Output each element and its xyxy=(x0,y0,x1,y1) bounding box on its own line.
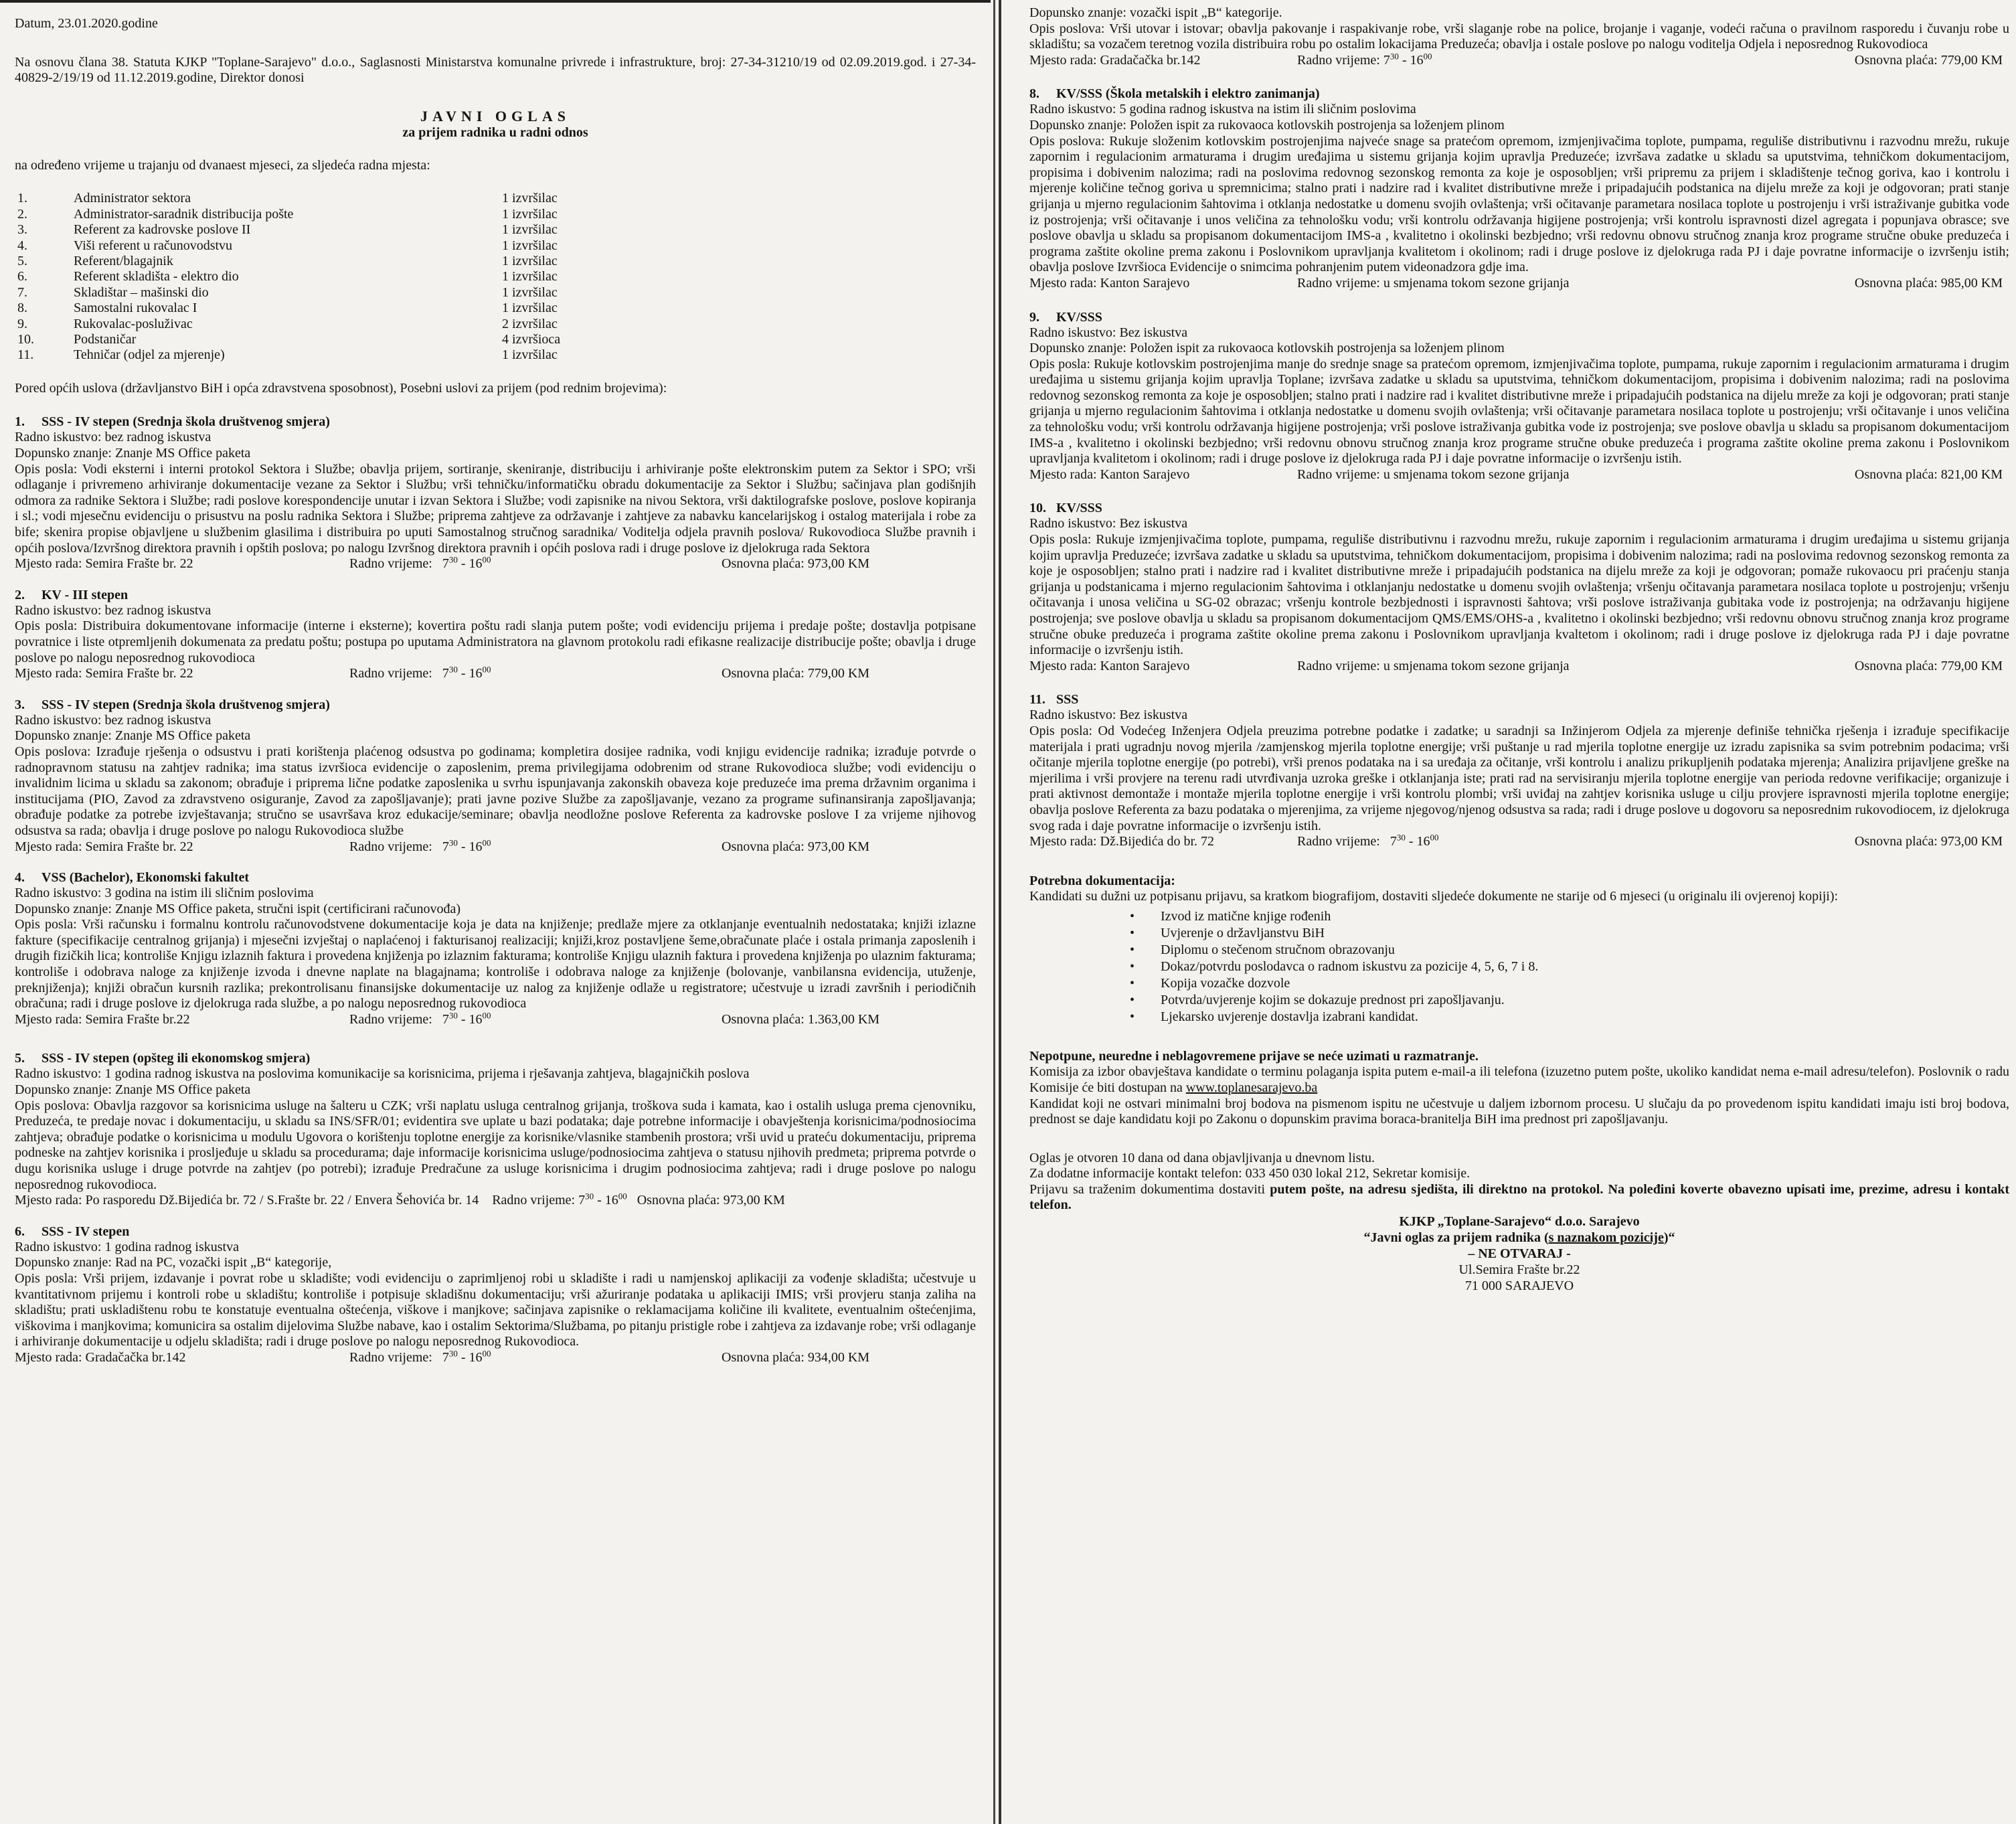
section-description: Opis posla: Rukuje izmjenjivačima toplote, pumpama, reguliše distributivnu i razvodnu mrežu, rukuje zapornim i regulacionim armaturama i drugim uređajima u sistemu grijanja kojim upravlja Preduzeće; izvršava zadatke u skladu sa uputstvima, tehničkom dokumentacijom, propisima i dobivenim nalozima; radi na poslovima redovnog sezonskog remonta za koje je osposobljen; stalno prati i nadzire rad i kvalitet distributivne mreže i pripadajućih podstanica na dijelu mreže za koji je odgovoran; pomaže rukovaocu pri praćenju stanja grijanja u podstanicama i mjerno regulacionim šahtovima i otklanjanju nedostatke u domenu svojih ovlaštenja; vršenju očitavanja parametara nosilaca toplote u postrojenju; vršenju očitavanja i unosa veličina u SG-02 obrazac; vršenju kontrole bezbjednosti i ispravnosti šahtova; vrši poslove istraživanja gubitaka vode iz postrojenja; na održavanju higijene postrojenja; sve poslove obavlja u skladu sa propisanom dokumentacijom QMS/EMS/OHS-a , kvalitetno i okolinski bezbjedno; vrši redovnu obnovu stručnog znanja kroz programe stručne obuke preduzeća i programa zaštite okoline prema zakonu i Poslovnikom upravljanja kvaltetom i okolinom; radi i druge poslove iz djelokruga rada PJ i daje povratne informacije o izvršenju istih. xyxy=(1029,532,2009,658)
list-item: • Ljekarsko uvjerenje dostavlja izabrani kandidat. xyxy=(1130,1009,1418,1025)
work-time: Radno vrijeme: $7^{30} - 16^{00}$ xyxy=(349,1010,491,1027)
list-item: • Uvjerenje o državljanstvu BiH xyxy=(1130,926,1325,941)
documentation-intro: Kandidati su dužni uz potpisanu prijavu, sa kratkom biografijom, dostaviti sljedeće dokumente ne starije od 6 mjeseci (u originalu ili ovjerenoj kopiji): xyxy=(1029,888,1839,904)
list-item: • Potvrda/uvjerenje kojim se dokazuje prednost pri zapošljavanju. xyxy=(1130,993,1505,1008)
salary: Osnovna plaća: 973,00 KM xyxy=(722,839,870,854)
notice-paragraph-1: Komisija za izbor obavještava kandidate o terminu polaganja ispita putem e-mail-a ili telefona (izuzetno putem pošte, ukoliko kandidat nema e-mail adresu/telefon). Poslovnik o radu Komisije će biti dostupan na www.toplanesarajevo.ba xyxy=(1029,1064,2009,1095)
section-meta xyxy=(15,1350,976,1366)
list-item: 6. Referent skladišta - elektro dio 1 izvršilac xyxy=(17,269,558,284)
salary: Osnovna plaća: 973,00 KM xyxy=(1854,834,2003,849)
section-knowledge: Dopunsko znanje: Položen ispit za rukovaoca kotlovskih postrojenja sa loženjem plinom xyxy=(1029,117,1505,133)
work-time: Radno vrijeme: $7^{30} - 16^{00}$ xyxy=(1297,51,1432,68)
section-knowledge: Dopunsko znanje: vozački ispit „B“ kategorije. xyxy=(1029,5,1282,20)
address-line-5: 71 000 SARAJEVO xyxy=(1464,1278,1574,1294)
section-heading: 6. SSS - IV stepen xyxy=(15,1224,130,1239)
work-time: Radno vrijeme: u smjenama tokom sezone grijanja xyxy=(1297,275,1570,291)
positions-intro: na određeno vrijeme u trajanju od dvanaest mjeseci, za sljedeća radna mjesta: xyxy=(15,157,430,173)
work-place: Mjesto rada: Kanton Sarajevo xyxy=(1029,275,1190,291)
section-meta xyxy=(15,839,976,855)
position-section-9 xyxy=(1029,309,2009,483)
bullet-icon: • xyxy=(1130,1009,1135,1025)
notice-paragraph-4: Za dodatne informacije kontakt telefon: 033 450 030 lokal 212, Sekretar komisije. xyxy=(1029,1166,1471,1181)
section-meta xyxy=(1029,467,2009,483)
section-heading: 1. SSS - IV stepen (Srednja škola društvenog smjera) xyxy=(15,414,330,430)
date-line: Datum, 23.01.2020.godine xyxy=(15,16,158,31)
position-section-10 xyxy=(1029,500,2009,674)
salary: Osnovna plaća: 779,00 KM xyxy=(1854,52,2003,68)
salary: Osnovna plaća: 1.363,00 KM xyxy=(722,1011,880,1027)
position-section-4 xyxy=(15,869,976,1027)
section-meta xyxy=(15,666,976,682)
section-knowledge: Dopunsko znanje: Rad na PC, vozački ispit „B“ kategorije, xyxy=(15,1255,332,1270)
section-meta xyxy=(1029,834,2009,850)
section-meta xyxy=(1029,53,2009,69)
website-link[interactable]: www.toplanesarajevo.ba xyxy=(1185,1080,1318,1095)
section-description: Opis posla: Vrši prijem, izdavanje i povrat robe u skladište; vodi evidenciju o zaprimljenoj robi u skladište i radi u namjenskoj aplikaciji za vođenje skladišta; učestvuje u kvantitativnom prijemu i kontroli robe u skladištu; kontroliše i potpisuje skladišnu dokumentaciju; vrši ažuriranje podataka u aplikaciji IMIS; vrši provjeru stanja zaliha na skladištu; prati uskladištenu robu te konstatuje eventualna oštećenja, viškove i manjkove; sačinjava zapisnike o reklamacijama količine ili kvalitete, eventualnim oštećenjima, viškovima i manjkovima; komunicira sa ostalim dijelovima Službe nabave, kao i ostalim Sektorima/Službama, po pitanju pristigle robe i zahtjeva za izdavanje robe; vrši odlaganje i arhiviranje dokumentacije u odjelu skladišta; radi i druge poslove po nalogu neposrednog Rukovodioca. xyxy=(15,1270,976,1349)
bullet-icon: • xyxy=(1130,909,1135,924)
conditions-intro: Pored općih uslova (državljanstvo BiH i opća zdravstvena sposobnost), Posebni uslovi za prijem (pod rednim brojevima): xyxy=(15,380,667,396)
bullet-icon: • xyxy=(1130,993,1135,1008)
address-line-4: Ul.Semira Frašte br.22 xyxy=(1458,1262,1580,1278)
section-heading: 4. VSS (Bachelor), Ekonomski fakultet xyxy=(15,870,250,886)
section-description: Opis posla: Distribuira dokumentovane informacije (interne i eksterne); kovertira poštu radi slanja putem pošte; vodi evidenciju prijema i predaje pošte; dostavlja potpisane povratnice i liste otpremljenih dokumenata za predatu poštu; postupa po uputama Administratora na glavnom protokolu radi efikasne realizacije distribucije pošte; obavlja i druge poslove po nalogu neposrednog rukovodioca xyxy=(15,618,976,665)
work-place: Mjesto rada: Po rasporedu Dž.Bijedića br. 72 / S.Frašte br. 22 / Envera Šehovića br. 14 xyxy=(15,1193,479,1208)
right-column xyxy=(999,0,2016,1824)
documentation-heading: Potrebna dokumentacija: xyxy=(1029,873,1175,888)
section-meta xyxy=(15,1012,976,1028)
position-section-3 xyxy=(15,697,976,855)
list-item: 7. Skladištar – mašinski dio 1 izvršilac xyxy=(17,284,558,300)
bullet-icon: • xyxy=(1130,926,1135,941)
documentation-section xyxy=(1029,873,2009,1026)
section-meta xyxy=(15,556,976,572)
section-heading: 8. KV/SSS (Škola metalskih i elektro zanimanja) xyxy=(1029,86,1320,102)
section-experience: Radno iskustvo: bez radnog iskustva xyxy=(15,712,212,728)
section-knowledge: Dopunsko znanje: Znanje MS Office paketa, stručni ispit (certificirani računovođa) xyxy=(15,901,461,916)
section-heading: 10. KV/SSS xyxy=(1029,501,1102,516)
work-place: Mjesto rada: Gradačačka br.142 xyxy=(15,1349,186,1365)
section-description: Opis poslova: Vrši utovar i istovar; obavlja pakovanje i raspakivanje robe, vrši slaganje robe na police, brojanje i vaganje, vodeći računa o pravilnom rasporedu i čuvanju robe u skladištu; sa vozačem teretnog vozila distribuira robu po ostalim lokacijama Preduzeća; obavlja i ostale poslove po nalogu voditelja Odjela i neposrednog Rukovodioca xyxy=(1029,21,2009,52)
list-item: 4. Viši referent u računovodstvu 1 izvršilac xyxy=(17,238,558,253)
address-line-2: “Javni oglas za prijem radnika (s naznakom pozicije)“ xyxy=(1363,1230,1675,1246)
section-experience: Radno iskustvo: 1 godina radnog iskustva xyxy=(15,1239,239,1254)
address-block xyxy=(1029,1214,2009,1294)
section-meta xyxy=(15,1193,976,1209)
work-time: Radno vrijeme: $7^{30} - 16^{00}$ xyxy=(349,1348,491,1365)
column-divider xyxy=(993,0,995,1824)
section-experience: Radno iskustvo: Bez iskustva xyxy=(1029,325,1188,340)
section-description: Opis poslova: Rukuje složenim kotlovskim postrojenjima najveće snage sa pratećom opremom, izmjenjivačima toplote, pumpama, reguliše distributivnu i razvodnu mrežu, rukuje zapornim i regulacionim armaturama i drugim uređajima u sistemu grijanja kojim upravlja Preduzeće; izvršava zadatke u skladu sa uputstvima, tehničkom dokumentacijom, propisima i dobivenim nalozima; radi na poslovima redovnog sezonskog remonta za koje je osposobljen; vrši pripremu za prijem i skladištenje tečnog goriva, kao i kontrolu i mjerenje količine tečnog goriva u spremnicima; stalno prati i nadzire rad i kvalitet distributivne mreže i pripadajućih podstanica na dijelu mreže za koji je odgovoran; prati stanje grijanja u mjerno regulacionim šahtovima i otklanja nedostatke u domenu svojih ovlaštenja; vrši očitavanje parametara nosilaca toplote u postrojenju i vrši istraživanje gubitka vode iz postrojenja; vrši očitavanje i unos veličina za tehnološku vodu; vrši kontrolu održavanja higijene postrojenja; vrši kontrolu ispravnosti dizel agregata i popunjava obrasce; sve poslove obavlja u skladu sa propisanom dokumentacijom IMS-a , kvalitetno i okolinski bezbjedno; vrši redovnu obnovu stručnog znanja kroz programe stručne obuke preduzeća i programa zaštite okoline prema zakonu i Poslovnikom upravljanja kvalitetom i okolinom; radi i druge poslove iz djelokruga rada PJ i daje povratne informacije o izvršenju istih; obavlja poslove Izvršioca Evidencije o snimcima pohranjenim putem videonadzora gdje ima. xyxy=(1029,133,2009,275)
position-section-7-continued xyxy=(1029,5,2009,68)
list-item: 3. Referent za kadrovske poslove II 1 izvršilac xyxy=(17,222,558,238)
list-item: 2. Administrator-saradnik distribucija pošte 1 izvršilac xyxy=(17,206,558,222)
section-heading: 9. KV/SSS xyxy=(1029,309,1102,325)
bullet-icon: • xyxy=(1130,942,1135,958)
list-item: • Izvod iz matične knjige rođenih xyxy=(1130,909,1331,924)
section-description: Opis posla: Rukuje kotlovskim postrojenjima manje do srednje snage sa pratećom opremom, izmjenjivačima toplote, pumpama, rukuje zapornim i regulacionim armaturama i drugim uređajima u sistemu grijanja kojim upravlja Toplane; izvršava zadatke u skladu sa uputstvima, tehničkom dokumentacijom, propisima i dobivenim nalozima; radi na poslovima redovnog sezonskog remonta za koje je osposobljen; stalno prati i nadzire rad i kvalitet distributivne mreže i pripadajućih podstanica na dijelu mreže za koji je odgovoran; prati stanje grijanja u mjerno regulacionim šahtovima i otklanja nedostatke u domenu svojih ovlaštenja; vrši očitavanje parametara nosilaca toplote u postrojenju; vrši očitavanje i unos veličina za tehnološku vodu; vrši kontrolu održavanja higijene postrojenja; vrši poslove istraživanja gubitka vode iz postrojenja; sve poslove obavlja u skladu sa propisanom dokumentacijom IMS-a , kvalitetno i okolinski bezbjedno; vrši redovnu obnovu stručnog znanja kroz programe stručne obuke preduzeća i programa zaštite okoline prema zakonu i Poslovnikom upravljanja kvalitetom i okolinom; radi i druge poslove iz djelokruga rada PJ i daje povratne informacije o izvršenju istih. xyxy=(1029,356,2009,467)
address-line-1: KJKP „Toplane-Sarajevo“ d.o.o. Sarajevo xyxy=(1399,1214,1640,1230)
section-experience: Radno iskustvo: 5 godina radnog iskustva na istim ili sličnim poslovima xyxy=(1029,102,1416,117)
list-item: 9. Rukovalac-posluživac 2 izvršilac xyxy=(17,316,558,331)
list-item: • Kopija vozačke dozvole xyxy=(1130,976,1290,991)
work-place: Mjesto rada: Kanton Sarajevo xyxy=(1029,467,1190,482)
work-place: Mjesto rada: Gradačačka br.142 xyxy=(1029,52,1201,68)
section-description: Opis poslova: Izrađuje rješenja o odsustvu i prati korištenja plaćenog odsustva po godinama; kompletira dosijee radnika, vodi knjigu evidencije radnika; izrađuje potvrde o radnopravnom statusu na zahtjev radnika; ima status izvršioca evidencije o zaposlenim, prema privilegijama odobrenim od strane Rukovodioca službe; vodi evidenciju o invalidnim licima u skladu sa zakonom; obrađuje i priprema lične podatke zaposlenika u svrhu ispunjavanja zakonskih obaveza koje preduzeće ima prema državnim organima i institucijama (PIO, Zavod za zdravstveno osiguranje, Zavod za zapošljavanje); prati javne pozive Službe za zapošljavanje, vezano za programe sufinansiranja zapošljavanja; obrađuje podatke za potrebe izvještavanja; stručno se usavršava kroz edukacije/seminare; obavlja neodložne poslove Referenta za kadrovske poslove I za vrijeme njihovog odsustva sa rada; obavlja i druge poslove po nalogu Rukovodioca službe xyxy=(15,744,976,838)
section-heading: 11. SSS xyxy=(1029,692,1079,708)
page-title: JAVNI OGLAS xyxy=(420,107,570,125)
work-place: Mjesto rada: Semira Frašte br. 22 xyxy=(15,839,193,854)
section-knowledge: Dopunsko znanje: Znanje MS Office paketa xyxy=(15,728,251,744)
notice-bold: Nepotpune, neuredne i neblagovremene prijave se neće uzimati u razmatranje. xyxy=(1029,1049,1479,1064)
salary: Osnovna plaća: 821,00 KM xyxy=(1854,467,2003,482)
notice-section xyxy=(1029,1048,2009,1214)
positions-list xyxy=(15,191,976,363)
list-item: 10. Podstaničar 4 izvršioca xyxy=(17,332,561,347)
salary: Osnovna plaća: 973,00 KM xyxy=(637,1193,785,1208)
work-time: Radno vrijeme: $7^{30} - 16^{00}$ xyxy=(349,837,491,854)
section-experience: Radno iskustvo: Bez iskustva xyxy=(1029,516,1188,531)
salary: Osnovna plaća: 985,00 KM xyxy=(1854,275,2003,291)
work-time: Radno vrijeme: u smjenama tokom sezone grijanja xyxy=(1297,658,1570,673)
documentation-list xyxy=(1130,908,2009,1025)
position-section-8 xyxy=(1029,86,2009,291)
section-heading: 3. SSS - IV stepen (Srednja škola društvenog smjera) xyxy=(15,697,330,712)
position-section-5 xyxy=(15,1050,976,1208)
section-experience: Radno iskustvo: bez radnog iskustva xyxy=(15,430,212,445)
address-line-3: – NE OTVARAJ - xyxy=(1468,1246,1571,1262)
section-knowledge: Dopunsko znanje: Znanje MS Office paketa xyxy=(15,1082,251,1098)
position-section-11 xyxy=(1029,691,2009,849)
work-time: Radno vrijeme: $7^{30} - 16^{00}$ xyxy=(492,1191,627,1208)
work-place: Mjesto rada: Kanton Sarajevo xyxy=(1029,658,1190,673)
section-experience: Radno iskustvo: 1 godina radnog iskustva na poslovima komunikacije sa korisnicima, prijema i rješavanja zahtjeva, blagajničkih poslova xyxy=(15,1066,750,1082)
section-description: Opis posla: Od Vodećeg Inženjera Odjela preuzima potrebne podatke i zadatke; u saradnji sa Inžinjerom Odjela za mjerenje definiše tehnička rješenja i izrađuje specifikacije materijala i prati ugradnju novog mjerila /zamjenskog mjerila toplotne energije; vrši puštanje u rad mjerila toplotne energije uz izradu zapisnika sa svim potrebnim podacima; vrši očitanje mjerila toplotne energije (po potrebi), vrši prenos podataka na i sa uređaja za očitanje, vrši kontrolu i analizu prikupljenih podataka mjerenja; Analizira prijavljene greške na mjerilima i vrši provjere na terenu radi utvrđivanja uzroka greške i otklanjanja iste; prati rad na servisiranju mjerila toplotne energije van perioda redovne verifikacije; organizuje i prati aktivnost demontaže i montaže mjerila toplotne energije i vrši kontrolu plombi; vrši uviđaj na zahtjev korisnika usluge u cilju provjere ispravnosti mjerila toplotne energije; obavlja poslove Referenta za bazu podataka o mjerenjima, za vrijeme njegovog/njenog odsustva sa rada; radi i druge poslove u dogovoru sa neposrednim rukovodiocem, iz djelokruga svog rada i daje povratne informacije o izvršenju istih. xyxy=(1029,723,2009,833)
position-section-2 xyxy=(15,587,976,682)
list-item: 11. Tehničar (odjel za mjerenje) 1 izvršilac xyxy=(17,347,558,363)
work-place: Mjesto rada: Semira Frašte br. 22 xyxy=(15,666,193,681)
list-item: 8. Samostalni rukovalac I 1 izvršilac xyxy=(17,301,558,316)
section-knowledge: Dopunsko znanje: Znanje MS Office paketa xyxy=(15,446,251,461)
notice-paragraph-5: Prijavu sa traženim dokumentima dostaviti putem pošte, na adresu sjedišta, ili direktno na protokol. Na poleđini koverte obavezno upisati ime, prezime, adresu i kontakt telefon. xyxy=(1029,1181,2010,1213)
list-item: 1. Administrator sektora 1 izvršilac xyxy=(17,191,558,206)
salary: Osnovna plaća: 779,00 KM xyxy=(722,666,870,681)
page-subtitle: za prijem radnika u radni odnos xyxy=(402,125,588,140)
section-heading: 2. KV - III stepen xyxy=(15,587,129,602)
salary: Osnovna plaća: 934,00 KM xyxy=(722,1349,870,1365)
work-time: Radno vrijeme: u smjenama tokom sezone grijanja xyxy=(1297,467,1570,482)
position-section-6 xyxy=(15,1224,976,1366)
list-item: • Diplomu o stečenom stručnom obrazovanju xyxy=(1130,942,1395,958)
work-time: Radno vrijeme: $7^{30} - 16^{00}$ xyxy=(1297,832,1439,849)
section-meta xyxy=(1029,276,2009,292)
work-time: Radno vrijeme: $7^{30} - 16^{00}$ xyxy=(349,554,491,572)
position-section-1 xyxy=(15,414,976,572)
list-item: • Dokaz/potvrdu poslodavca o radnom iskustvu za pozicije 4, 5, 6, 7 i 8. xyxy=(1130,959,1539,975)
section-knowledge: Dopunsko znanje: Položen ispit za rukovaoca kotlovskih postrojenja sa loženjem plinom xyxy=(1029,341,1505,356)
work-place: Mjesto rada: Semira Frašte br.22 xyxy=(15,1011,190,1027)
section-description: Opis posla: Vodi eksterni i interni protokol Sektora i Službe; obavlja prijem, sortiranje, skeniranje, distribuciju i arhiviranje pošte elektronskim putem za Sektor i SPO; vrši odlaganje i privremeno arhiviranje dokumentacije vezane za Sektor i Službu; vrši tehničku/informatičku obradu dokumentacije za Sektor i Službu; sačinjava plan godišnjih odmora za radnike Sektora i Službe; radi poslove korespondencije unutar i izvan Sektora i Službe; vodi zapisnike na nivou Sektora, vrši daktilografske poslove, poslove kopiranja i sl.; vodi mjesečnu evidenciju o prisustvu na poslu radnika Sektora i Službe; priprema zahtjeve za održavanje i zahtjeve za nabavku kancelarijskog i ostalog materijala i robe za bife; skenira propise objavljene u službenim glasilima i distribuira po uputi Samostalnog stručnog saradnika/ Voditelja odjela pravnih poslova/ Rukovodioca Službe pravnih i općih poslova/Izvršnog direktora pravnih i opštih poslova; po nalogu Izvršnog direktora pravnih i općih poslova radi i druge poslove iz djelokruga rada Sektora xyxy=(15,461,976,556)
section-experience: Radno iskustvo: 3 godina na istim ili sličnim poslovima xyxy=(15,886,314,901)
bullet-icon: • xyxy=(1130,976,1135,991)
work-place: Mjesto rada: Semira Frašte br. 22 xyxy=(15,556,193,572)
work-time: Radno vrijeme: $7^{30} - 16^{00}$ xyxy=(349,664,491,681)
notice-paragraph-2: Kandidat koji ne ostvari minimalni broj bodova na pismenom ispitu ne učestvuje u daljem izbornom procesu. U slučaju da po provedenom ispitu kandidati imaju isti broj bodova, prednost se daje kandidatu koji po Zakonu o dopunskim pravima boraca-branitelja BiH ima prednost pri zapošljavanju. xyxy=(1029,1096,2009,1127)
section-experience: Radno iskustvo: bez radnog iskustva xyxy=(15,602,212,618)
bullet-icon: • xyxy=(1130,959,1135,975)
salary: Osnovna plaća: 779,00 KM xyxy=(1854,658,2003,673)
list-item: 5. Referent/blagajnik 1 izvršilac xyxy=(17,254,558,268)
section-description: Opis poslova: Obavlja razgovor sa korisnicima usluge na šalteru u CZK; vrši naplatu usluga centralnog grijanja, troškova suda i kamata, kao i ostalih usluga prema cjenovniku, Preduzeća, te predaje novac i dokumentaciju, u skladu sa INS/SFR/01; evidentira sve uplate u bazi podataka; daje potrebne informacije i obavještenja korisnicima/podnosiocima zahtjeva; obrađuje podatke o korisnicima u modulu Ugovora o korištenju toplotne energije za korisnike/vlasnike stambenih prostora; vrši uvid u prateću dokumentaciju, priprema podneske na zahtjev korisnika i prosljeđuje u skladu sa procedurama; daje informacije korisnicima usluge/podnosiocima zahtjeva o statusu njihovih predmeta; priprema potvrde o dugu korisnika usluge i druge potvrde na zahtjev (po potrebi); izrađuje Predračune za usluge korisnicima i drugim podnosiocima zahtjeva; radi i druge poslove po nalogu neposrednog rukovodioca. xyxy=(15,1098,976,1192)
section-description: Opis posla: Vrši računsku i formalnu kontrolu računovodstvene dokumentacije koja je data na knjiženje; predlaže mjere za otklanjanje eventualnih nedostataka; knjiži izlazne fakture (specifikacije centralnog grijanja) i mjesečni izvještaj o naplaćenoj i fakturisanoj realizaciji; knjiži,kroz postavljene šeme,obračunate plaće i ostala primanja zaposlenih i drugih fizičkih lica; kontroliše Knjigu izlaznih faktura i provedena knjiženja po izlaznim fakturama; kontroliše Knjigu ulaznih faktura i provedena knjiženja po ulaznim fakturama; kontroliše i odobrava naloge za knjiženje izvoda i dnevne naplate na blagajnama; kontroliše i odobrava naloge za knjiženje (bolovanje, vanbilansna evidencija, utuženje, preknjiženja); knjiži obračun kursnih razlika; prekontrolisanu finansijske dokumentacije uz nalog za knjiženje odlaže u registratore; učestvuje u izradi završnih i periodičnih obračuna; radi i druge poslove iz djelokruga rada službe, a po nalogu neposrednog rukovodioca xyxy=(15,917,976,1011)
section-meta xyxy=(1029,659,2009,675)
salary: Osnovna plaća: 973,00 KM xyxy=(722,556,870,572)
section-heading: 5. SSS - IV stepen (opšteg ili ekonomskog smjera) xyxy=(15,1051,311,1066)
intro-paragraph: Na osnovu člana 38. Statuta KJKP "Toplane-Sarajevo" d.o.o., Saglasnosti Ministarstva komunalne privrede i infrastrukture, broj: 27-34-31210/19 od 02.09.2019.god. i 27-34-40829-2/19/19 od 11.12.2019.godine, Direktor donosi xyxy=(15,54,976,86)
section-experience: Radno iskustvo: Bez iskustva xyxy=(1029,708,1188,723)
notice-paragraph-3: Oglas je otvoren 10 dana od dana objavljivanja u dnevnom listu. xyxy=(1029,1150,1375,1165)
left-column xyxy=(0,0,991,1824)
work-place: Mjesto rada: Dž.Bijedića do br. 72 xyxy=(1029,834,1215,849)
